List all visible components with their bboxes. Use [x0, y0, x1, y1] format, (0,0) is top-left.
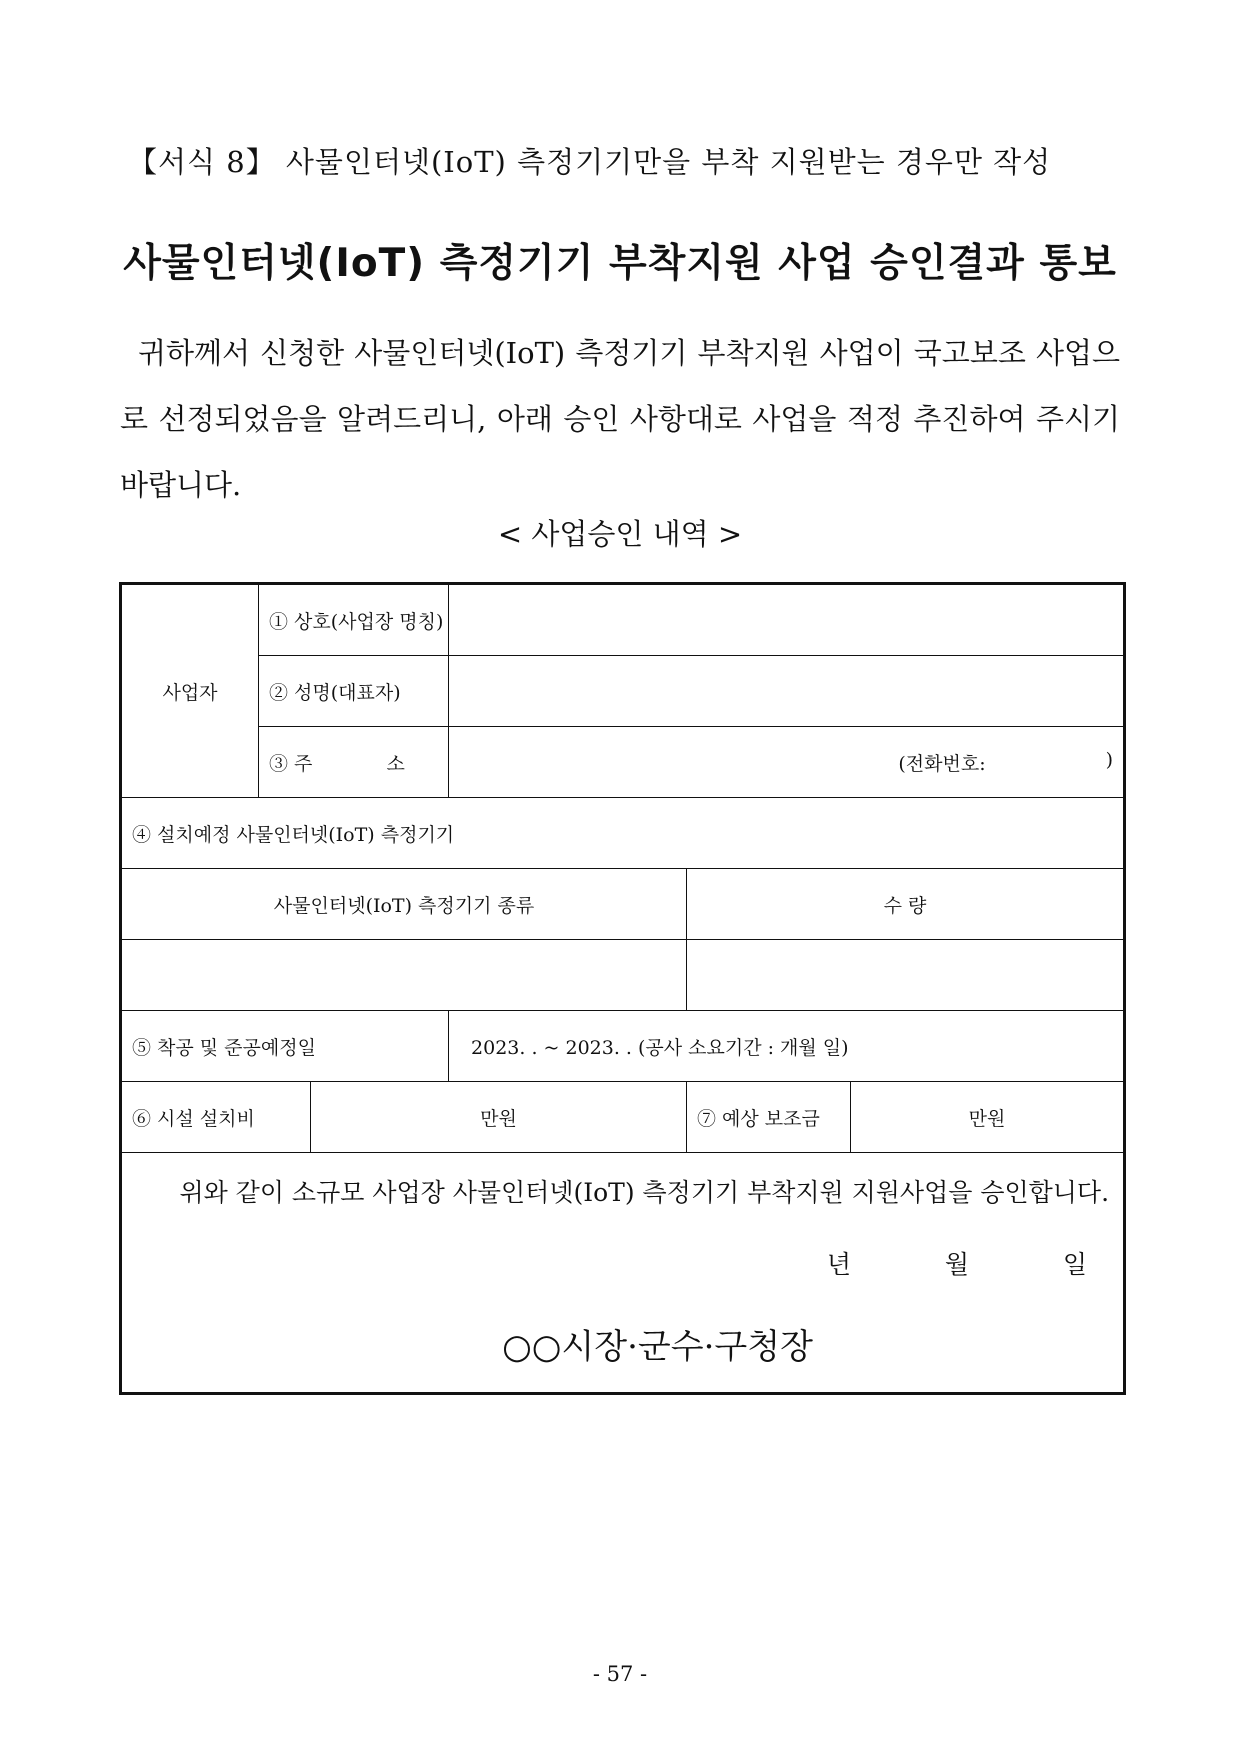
company-name-field[interactable]	[449, 584, 1125, 656]
intro-paragraph	[120, 320, 1120, 518]
phone-label: (전화번호:	[898, 752, 986, 775]
address-label-num: ③ 주	[269, 752, 313, 775]
company-name-label: ① 상호(사업장 명칭)	[259, 584, 449, 656]
quantity-field[interactable]	[687, 940, 1125, 1011]
facility-cost-field[interactable]: 만원	[311, 1082, 687, 1153]
device-type-header: 사물인터넷(IoT) 측정기기 종류	[121, 869, 687, 940]
address-label-end: 소	[386, 752, 405, 775]
address-field[interactable]	[449, 727, 1125, 798]
phone-close: )	[1105, 748, 1114, 771]
section-heading: < 사업승인 내역 >	[497, 517, 743, 551]
signer: ○○시장·군수·구청장	[502, 1327, 813, 1367]
date-day: 일	[1062, 1250, 1087, 1279]
table-row	[121, 869, 1125, 940]
schedule-field[interactable]: 2023. . ~ 2023. . (공사 소요기간 : 개월 일)	[449, 1011, 1125, 1082]
facility-cost-label: ⑥ 시설 설치비	[121, 1082, 311, 1153]
table-row	[121, 727, 1125, 798]
approval-table	[119, 582, 1126, 1395]
representative-field[interactable]	[449, 656, 1125, 727]
subsidy-field[interactable]: 만원	[851, 1082, 1125, 1153]
document-title: 사물인터넷(IoT) 측정기기 부착지원 사업 승인결과 통보	[123, 241, 1117, 286]
table-row	[121, 1082, 1125, 1153]
date-month: 월	[944, 1250, 970, 1279]
table-row	[121, 1011, 1125, 1082]
address-label	[259, 727, 449, 798]
date-year: 년	[826, 1250, 852, 1279]
device-type-field[interactable]	[121, 940, 687, 1011]
schedule-label: ⑤ 착공 및 준공예정일	[121, 1011, 449, 1082]
table-row	[121, 584, 1125, 656]
form-label: 【서식 8】 사물인터넷(IoT) 측정기기만을 부착 지원받는 경우만 작성	[128, 145, 1052, 179]
intro-text: 귀하께서 신청한 사물인터넷(IoT) 측정기기 부착지원 사업이 국고보조 사업으로 선정되었음을 알려드리니, 아래 승인 사항대로 사업을 적정 추진하여 주시기 바랍니다.	[120, 336, 1120, 502]
subsidy-label: ⑦ 예상 보조금	[687, 1082, 851, 1153]
table-row	[121, 1153, 1125, 1394]
table-row	[121, 798, 1125, 869]
table-row	[121, 940, 1125, 1011]
date-line	[784, 1245, 1111, 1281]
representative-label: ② 성명(대표자)	[259, 656, 449, 727]
table-row	[121, 656, 1125, 727]
page-number: - 57 -	[592, 1662, 648, 1686]
approval-sentence: 위와 같이 소규모 사업장 사물인터넷(IoT) 측정기기 부착지원 지원사업을 승인합니다.	[179, 1178, 1110, 1207]
quantity-header: 수 량	[687, 869, 1125, 940]
operator-label: 사업자	[121, 584, 259, 798]
device-section-label: ④ 설치예정 사물인터넷(IoT) 측정기기	[121, 798, 1125, 869]
approval-footer	[121, 1153, 1125, 1394]
